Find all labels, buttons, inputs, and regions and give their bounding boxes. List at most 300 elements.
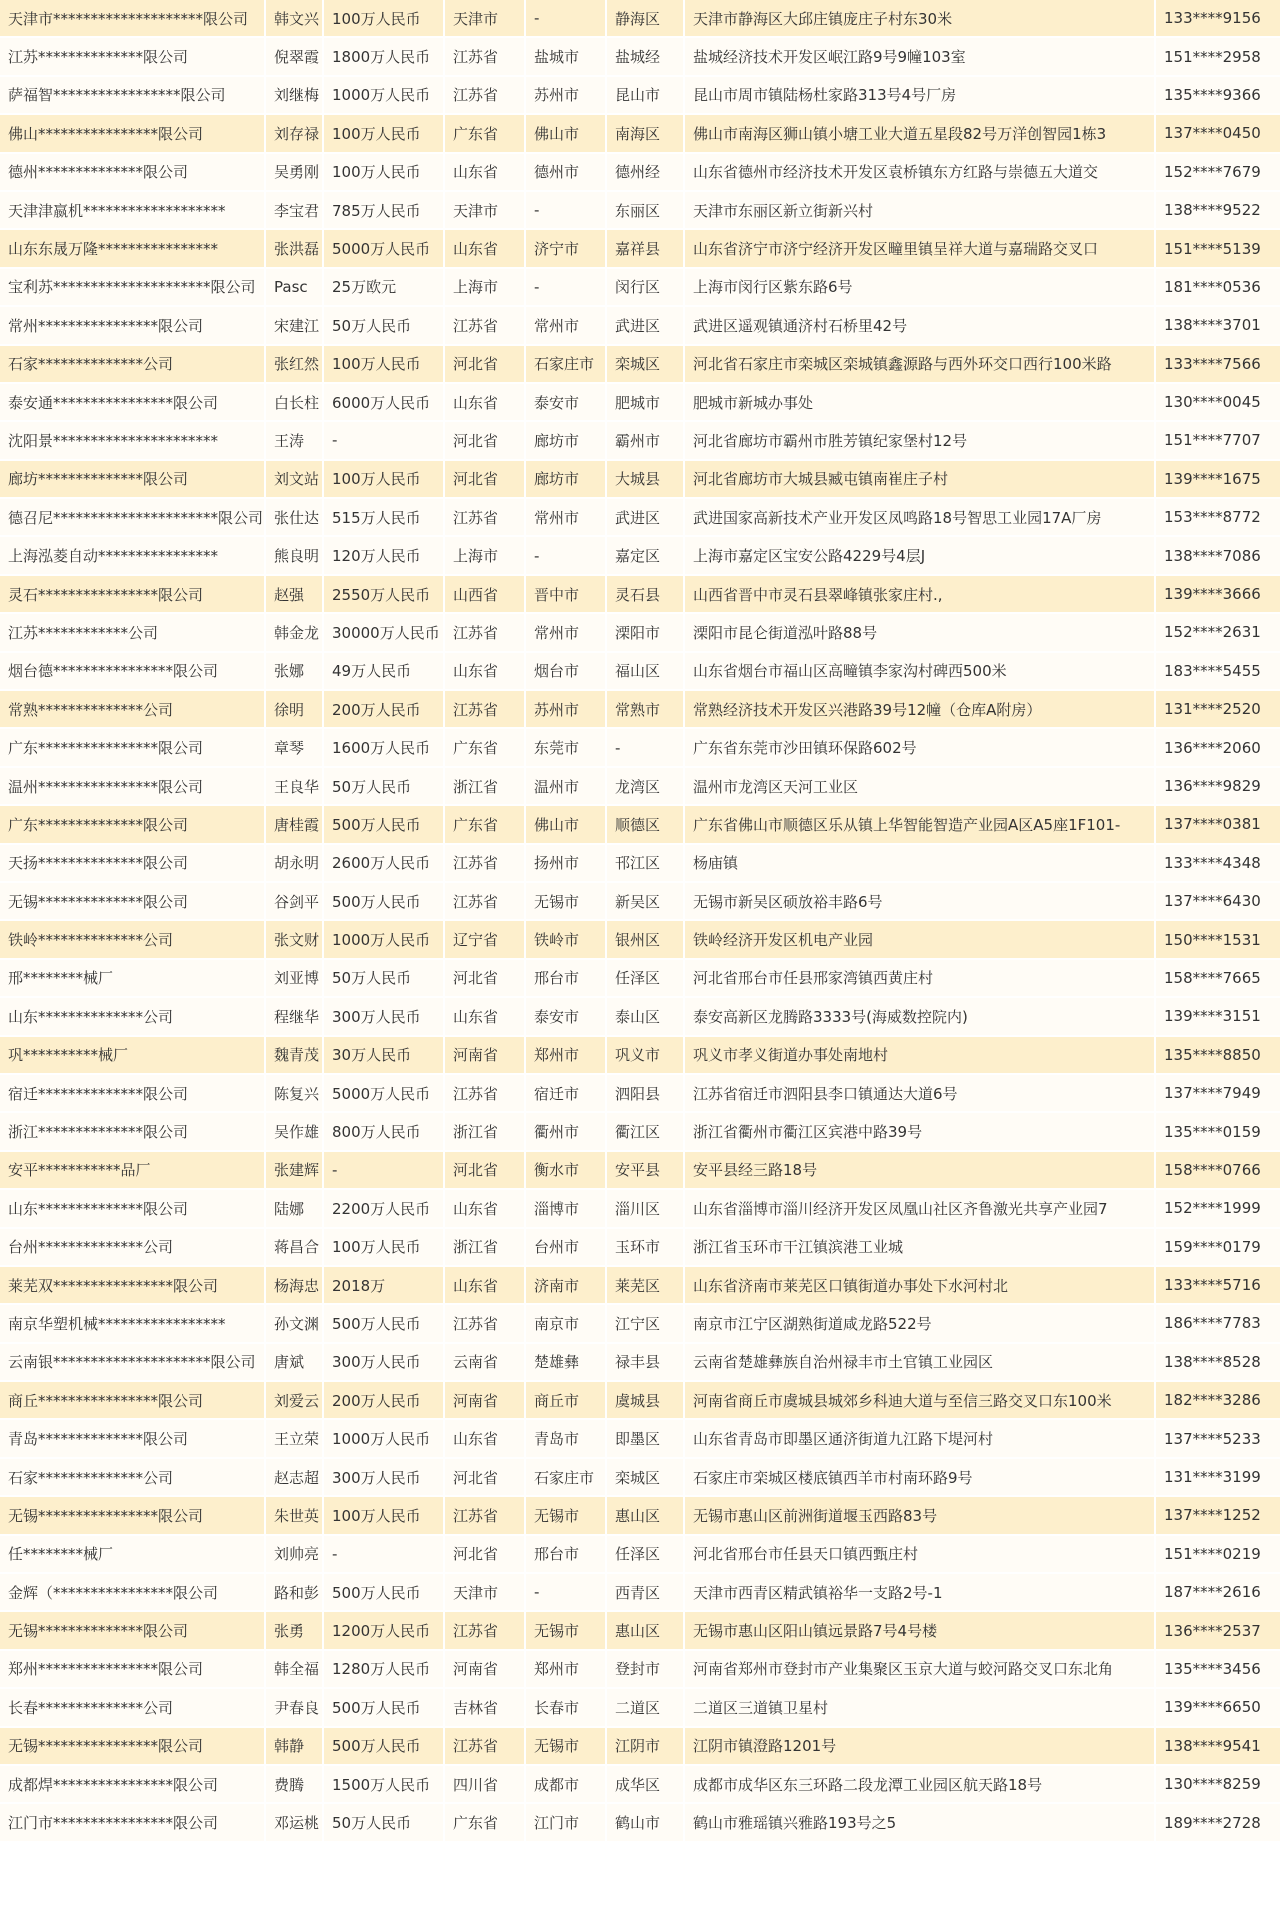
registered-capital-cell: 50万人民币 [324, 1804, 445, 1842]
table-row [0, 230, 1280, 268]
address-cell: 成都市成华区东三环路二段龙潭工业园区航天路18号 [685, 1766, 1156, 1804]
legal-representative-cell: 费腾 [266, 1766, 324, 1804]
registered-capital-cell: 50万人民币 [324, 960, 445, 998]
province-cell: 江苏省 [445, 845, 526, 883]
district-cell: 二道区 [607, 1689, 685, 1727]
province-cell: 山东省 [445, 1190, 526, 1228]
district-cell: 嘉祥县 [607, 230, 685, 268]
district-cell: 常熟市 [607, 691, 685, 729]
province-cell: 江苏省 [445, 307, 526, 345]
legal-representative-cell: 程继华 [266, 998, 324, 1036]
district-cell: 江阴市 [607, 1728, 685, 1766]
city-cell: 扬州市 [526, 845, 607, 883]
address-cell: 二道区三道镇卫星村 [685, 1689, 1156, 1727]
district-cell: 新吴区 [607, 883, 685, 921]
company-name-cell: 温州****************限公司 [0, 768, 266, 806]
registered-capital-cell: 49万人民币 [324, 653, 445, 691]
address-cell: 盐城经济技术开发区岷江路9号9幢103室 [685, 38, 1156, 76]
address-cell: 山东省烟台市福山区高疃镇李家沟村碑西500米 [685, 653, 1156, 691]
address-cell: 江阴市镇澄路1201号 [685, 1728, 1156, 1766]
table-row [0, 1344, 1280, 1382]
legal-representative-cell: 张娜 [266, 653, 324, 691]
legal-representative-cell: 熊良明 [266, 537, 324, 575]
phone-cell: 182****3286 [1156, 1382, 1280, 1420]
registered-capital-cell: 100万人民币 [324, 115, 445, 153]
registered-capital-cell: 800万人民币 [324, 1113, 445, 1151]
city-cell: 衡水市 [526, 1152, 607, 1190]
company-name-cell: 铁岭**************公司 [0, 921, 266, 959]
city-cell: - [526, 269, 607, 307]
company-name-cell: 山东**************限公司 [0, 1190, 266, 1228]
district-cell: 成华区 [607, 1766, 685, 1804]
registered-capital-cell: 200万人民币 [324, 691, 445, 729]
legal-representative-cell: 刘文站 [266, 461, 324, 499]
province-cell: 广东省 [445, 115, 526, 153]
address-cell: 无锡市新吴区硕放裕丰路6号 [685, 883, 1156, 921]
address-cell: 山东省淄博市淄川经济开发区凤凰山社区齐鲁激光共享产业园7 [685, 1190, 1156, 1228]
legal-representative-cell: 陈复兴 [266, 1075, 324, 1113]
district-cell: 灵石县 [607, 576, 685, 614]
company-name-cell: 南京华塑机械***************** [0, 1305, 266, 1343]
table-row [0, 1574, 1280, 1612]
city-cell: 济南市 [526, 1267, 607, 1305]
phone-cell: 151****0219 [1156, 1536, 1280, 1574]
phone-cell: 131****2520 [1156, 691, 1280, 729]
district-cell: 泗阳县 [607, 1075, 685, 1113]
company-name-cell: 上海泓菱自动**************** [0, 537, 266, 575]
province-cell: 山东省 [445, 1267, 526, 1305]
table-row [0, 38, 1280, 76]
phone-cell: 130****0045 [1156, 384, 1280, 422]
district-cell: 西青区 [607, 1574, 685, 1612]
address-cell: 河北省邢台市任县邢家湾镇西黄庄村 [685, 960, 1156, 998]
city-cell: 青岛市 [526, 1420, 607, 1458]
company-name-cell: 烟台德****************限公司 [0, 653, 266, 691]
phone-cell: 138****9541 [1156, 1728, 1280, 1766]
registered-capital-cell: 100万人民币 [324, 1497, 445, 1535]
city-cell: 常州市 [526, 614, 607, 652]
legal-representative-cell: 刘帅亮 [266, 1536, 324, 1574]
province-cell: 河北省 [445, 346, 526, 384]
city-cell: 廊坊市 [526, 461, 607, 499]
legal-representative-cell: 刘存禄 [266, 115, 324, 153]
city-cell: 长春市 [526, 1689, 607, 1727]
table-row [0, 1152, 1280, 1190]
table-row [0, 768, 1280, 806]
phone-cell: 137****1252 [1156, 1497, 1280, 1535]
city-cell: 廊坊市 [526, 422, 607, 460]
registered-capital-cell: - [324, 422, 445, 460]
phone-cell: 152****7679 [1156, 154, 1280, 192]
address-cell: 南京市江宁区湖熟街道咸龙路522号 [685, 1305, 1156, 1343]
address-cell: 肥城市新城办事处 [685, 384, 1156, 422]
district-cell: 衢江区 [607, 1113, 685, 1151]
registered-capital-cell: 1000万人民币 [324, 921, 445, 959]
address-cell: 上海市嘉定区宝安公路4229号4层J [685, 537, 1156, 575]
company-name-cell: 佛山****************限公司 [0, 115, 266, 153]
legal-representative-cell: 韩文兴 [266, 0, 324, 38]
registered-capital-cell: 2600万人民币 [324, 845, 445, 883]
table-row [0, 729, 1280, 767]
phone-cell: 136****2060 [1156, 729, 1280, 767]
address-cell: 上海市闵行区紫东路6号 [685, 269, 1156, 307]
address-cell: 溧阳市昆仑街道泓叶路88号 [685, 614, 1156, 652]
district-cell: 霸州市 [607, 422, 685, 460]
district-cell: 鹤山市 [607, 1804, 685, 1842]
province-cell: 河北省 [445, 461, 526, 499]
registered-capital-cell: 50万人民币 [324, 768, 445, 806]
district-cell: 龙湾区 [607, 768, 685, 806]
legal-representative-cell: 张红然 [266, 346, 324, 384]
company-name-cell: 宿迁**************限公司 [0, 1075, 266, 1113]
company-name-cell: 山东**************公司 [0, 998, 266, 1036]
table-row [0, 1689, 1280, 1727]
province-cell: 江苏省 [445, 883, 526, 921]
table-row [0, 691, 1280, 729]
city-cell: 南京市 [526, 1305, 607, 1343]
province-cell: 河北省 [445, 422, 526, 460]
province-cell: 江苏省 [445, 691, 526, 729]
legal-representative-cell: 刘继梅 [266, 77, 324, 115]
company-name-cell: 天津市********************限公司 [0, 0, 266, 38]
legal-representative-cell: 路和彭 [266, 1574, 324, 1612]
city-cell: 晋中市 [526, 576, 607, 614]
company-name-cell: 沈阳景********************** [0, 422, 266, 460]
phone-cell: 137****5233 [1156, 1420, 1280, 1458]
company-name-cell: 江门市****************限公司 [0, 1804, 266, 1842]
registered-capital-cell: 300万人民币 [324, 1459, 445, 1497]
province-cell: 河北省 [445, 960, 526, 998]
phone-cell: 151****7707 [1156, 422, 1280, 460]
registered-capital-cell: 30万人民币 [324, 1037, 445, 1075]
district-cell: 南海区 [607, 115, 685, 153]
registered-capital-cell: 2200万人民币 [324, 1190, 445, 1228]
province-cell: 山东省 [445, 653, 526, 691]
table-row [0, 1382, 1280, 1420]
phone-cell: 137****6430 [1156, 883, 1280, 921]
registered-capital-cell: 200万人民币 [324, 1382, 445, 1420]
city-cell: - [526, 192, 607, 230]
registered-capital-cell: 500万人民币 [324, 1728, 445, 1766]
company-name-cell: 浙江**************限公司 [0, 1113, 266, 1151]
address-cell: 河北省廊坊市霸州市胜芳镇纪家堡村12号 [685, 422, 1156, 460]
table-row [0, 883, 1280, 921]
address-cell: 无锡市惠山区阳山镇远景路7号4号楼 [685, 1612, 1156, 1650]
city-cell: 无锡市 [526, 883, 607, 921]
table-row [0, 1536, 1280, 1574]
district-cell: 闵行区 [607, 269, 685, 307]
company-name-cell: 灵石****************限公司 [0, 576, 266, 614]
address-cell: 武进国家高新技术产业开发区凤鸣路18号智思工业园17A厂房 [685, 499, 1156, 537]
legal-representative-cell: 魏青茂 [266, 1037, 324, 1075]
table-row [0, 960, 1280, 998]
legal-representative-cell: 王立荣 [266, 1420, 324, 1458]
address-cell: 云南省楚雄彝族自治州禄丰市土官镇工业园区 [685, 1344, 1156, 1382]
legal-representative-cell: 尹春良 [266, 1689, 324, 1727]
registered-capital-cell: 1500万人民币 [324, 1766, 445, 1804]
company-name-cell: 广东****************限公司 [0, 729, 266, 767]
city-cell: 铁岭市 [526, 921, 607, 959]
legal-representative-cell: 吴勇刚 [266, 154, 324, 192]
address-cell: 河北省邢台市任县天口镇西甄庄村 [685, 1536, 1156, 1574]
phone-cell: 158****7665 [1156, 960, 1280, 998]
city-cell: 德州市 [526, 154, 607, 192]
district-cell: 玉环市 [607, 1229, 685, 1267]
legal-representative-cell: 韩静 [266, 1728, 324, 1766]
table-row [0, 307, 1280, 345]
table-row [0, 384, 1280, 422]
company-name-cell: 无锡****************限公司 [0, 1728, 266, 1766]
district-cell: 邗江区 [607, 845, 685, 883]
province-cell: 浙江省 [445, 1229, 526, 1267]
company-name-cell: 莱芜双****************限公司 [0, 1267, 266, 1305]
table-row [0, 1728, 1280, 1766]
district-cell: 禄丰县 [607, 1344, 685, 1382]
province-cell: 天津市 [445, 0, 526, 38]
legal-representative-cell: 陆娜 [266, 1190, 324, 1228]
registered-capital-cell: 5000万人民币 [324, 230, 445, 268]
legal-representative-cell: 唐斌 [266, 1344, 324, 1382]
table-row [0, 1190, 1280, 1228]
district-cell: 泰山区 [607, 998, 685, 1036]
district-cell: 银州区 [607, 921, 685, 959]
registered-capital-cell: 300万人民币 [324, 998, 445, 1036]
address-cell: 浙江省衢州市衢江区宾港中路39号 [685, 1113, 1156, 1151]
legal-representative-cell: 倪翠霞 [266, 38, 324, 76]
address-cell: 江苏省宿迁市泗阳县李口镇通达大道6号 [685, 1075, 1156, 1113]
address-cell: 广东省佛山市顺德区乐从镇上华智能智造产业园A区A5座1F101- [685, 806, 1156, 844]
province-cell: 浙江省 [445, 768, 526, 806]
address-cell: 天津市静海区大邱庄镇庞庄子村东30米 [685, 0, 1156, 38]
district-cell: 溧阳市 [607, 614, 685, 652]
table-row [0, 115, 1280, 153]
phone-cell: 139****1675 [1156, 461, 1280, 499]
phone-cell: 152****2631 [1156, 614, 1280, 652]
address-cell: 河南省商丘市虞城县城郊乡科迪大道与至信三路交叉口东100米 [685, 1382, 1156, 1420]
city-cell: 常州市 [526, 307, 607, 345]
registered-capital-cell: 500万人民币 [324, 883, 445, 921]
phone-cell: 152****1999 [1156, 1190, 1280, 1228]
address-cell: 浙江省玉环市干江镇滨港工业城 [685, 1229, 1156, 1267]
table-row [0, 499, 1280, 537]
address-cell: 温州市龙湾区天河工业区 [685, 768, 1156, 806]
district-cell: 肥城市 [607, 384, 685, 422]
province-cell: 河北省 [445, 1459, 526, 1497]
legal-representative-cell: 杨海忠 [266, 1267, 324, 1305]
phone-cell: 133****4348 [1156, 845, 1280, 883]
province-cell: 山西省 [445, 576, 526, 614]
phone-cell: 153****8772 [1156, 499, 1280, 537]
district-cell: 虞城县 [607, 1382, 685, 1420]
company-name-cell: 青岛**************限公司 [0, 1420, 266, 1458]
phone-cell: 151****2958 [1156, 38, 1280, 76]
address-cell: 山东省青岛市即墨区通济街道九江路下堤河村 [685, 1420, 1156, 1458]
table-row [0, 614, 1280, 652]
province-cell: 江苏省 [445, 1728, 526, 1766]
province-cell: 山东省 [445, 230, 526, 268]
address-cell: 天津市东丽区新立街新兴村 [685, 192, 1156, 230]
province-cell: 江苏省 [445, 38, 526, 76]
province-cell: 天津市 [445, 1574, 526, 1612]
company-name-cell: 任********械厂 [0, 1536, 266, 1574]
registered-capital-cell: 1200万人民币 [324, 1612, 445, 1650]
address-cell: 昆山市周市镇陆杨杜家路313号4号厂房 [685, 77, 1156, 115]
district-cell: 惠山区 [607, 1612, 685, 1650]
district-cell: 顺德区 [607, 806, 685, 844]
city-cell: 郑州市 [526, 1651, 607, 1689]
address-cell: 山东省济宁市济宁经济开发区疃里镇呈祥大道与嘉瑞路交叉口 [685, 230, 1156, 268]
company-name-cell: 江苏************公司 [0, 614, 266, 652]
province-cell: 广东省 [445, 729, 526, 767]
legal-representative-cell: 胡永明 [266, 845, 324, 883]
address-cell: 安平县经三路18号 [685, 1152, 1156, 1190]
city-cell: 宿迁市 [526, 1075, 607, 1113]
company-name-cell: 山东东晟万隆**************** [0, 230, 266, 268]
company-name-cell: 石家**************公司 [0, 1459, 266, 1497]
province-cell: 山东省 [445, 384, 526, 422]
phone-cell: 181****0536 [1156, 269, 1280, 307]
table-row [0, 77, 1280, 115]
table-row [0, 0, 1280, 38]
legal-representative-cell: 张文财 [266, 921, 324, 959]
phone-cell: 130****8259 [1156, 1766, 1280, 1804]
legal-representative-cell: 章琴 [266, 729, 324, 767]
province-cell: 云南省 [445, 1344, 526, 1382]
district-cell: 即墨区 [607, 1420, 685, 1458]
city-cell: 淄博市 [526, 1190, 607, 1228]
company-name-cell: 邢********械厂 [0, 960, 266, 998]
province-cell: 广东省 [445, 806, 526, 844]
address-cell: 鹤山市雅瑶镇兴雅路193号之5 [685, 1804, 1156, 1842]
table-row [0, 192, 1280, 230]
legal-representative-cell: Pasc [266, 269, 324, 307]
legal-representative-cell: 吴作雄 [266, 1113, 324, 1151]
city-cell: 台州市 [526, 1229, 607, 1267]
province-cell: 河北省 [445, 1536, 526, 1574]
legal-representative-cell: 徐明 [266, 691, 324, 729]
company-name-cell: 廊坊**************限公司 [0, 461, 266, 499]
table-row [0, 1459, 1280, 1497]
registered-capital-cell: 100万人民币 [324, 346, 445, 384]
district-cell: 江宁区 [607, 1305, 685, 1343]
legal-representative-cell: 孙文渊 [266, 1305, 324, 1343]
company-name-cell: 无锡****************限公司 [0, 1497, 266, 1535]
table-row [0, 269, 1280, 307]
district-cell: 任泽区 [607, 960, 685, 998]
registered-capital-cell: 100万人民币 [324, 461, 445, 499]
province-cell: 江苏省 [445, 614, 526, 652]
company-name-cell: 安平***********品厂 [0, 1152, 266, 1190]
phone-cell: 137****7949 [1156, 1075, 1280, 1113]
legal-representative-cell: 赵志超 [266, 1459, 324, 1497]
registered-capital-cell: 1280万人民币 [324, 1651, 445, 1689]
district-cell: 大城县 [607, 461, 685, 499]
phone-cell: 159****0179 [1156, 1229, 1280, 1267]
province-cell: 江苏省 [445, 1075, 526, 1113]
legal-representative-cell: 朱世英 [266, 1497, 324, 1535]
district-cell: 任泽区 [607, 1536, 685, 1574]
phone-cell: 187****2616 [1156, 1574, 1280, 1612]
district-cell: 盐城经 [607, 38, 685, 76]
district-cell: 嘉定区 [607, 537, 685, 575]
legal-representative-cell: 王涛 [266, 422, 324, 460]
registered-capital-cell: 500万人民币 [324, 1689, 445, 1727]
registered-capital-cell: 300万人民币 [324, 1344, 445, 1382]
address-cell: 山东省济南市莱芜区口镇街道办事处下水河村北 [685, 1267, 1156, 1305]
district-cell: 栾城区 [607, 1459, 685, 1497]
company-name-cell: 无锡**************限公司 [0, 1612, 266, 1650]
registered-capital-cell: 515万人民币 [324, 499, 445, 537]
table-row [0, 1113, 1280, 1151]
table-row [0, 806, 1280, 844]
company-name-cell: 泰安通****************限公司 [0, 384, 266, 422]
city-cell: 泰安市 [526, 998, 607, 1036]
district-cell: 东丽区 [607, 192, 685, 230]
province-cell: 江苏省 [445, 499, 526, 537]
district-cell: 武进区 [607, 307, 685, 345]
province-cell: 辽宁省 [445, 921, 526, 959]
table-row [0, 921, 1280, 959]
district-cell: 巩义市 [607, 1037, 685, 1075]
phone-cell: 189****2728 [1156, 1804, 1280, 1842]
table-row [0, 346, 1280, 384]
company-name-cell: 德州**************限公司 [0, 154, 266, 192]
city-cell: 衢州市 [526, 1113, 607, 1151]
province-cell: 四川省 [445, 1766, 526, 1804]
phone-cell: 135****0159 [1156, 1113, 1280, 1151]
registered-capital-cell: 120万人民币 [324, 537, 445, 575]
registered-capital-cell: 5000万人民币 [324, 1075, 445, 1113]
legal-representative-cell: 张勇 [266, 1612, 324, 1650]
city-cell: 无锡市 [526, 1497, 607, 1535]
district-cell: 昆山市 [607, 77, 685, 115]
company-name-cell: 商丘****************限公司 [0, 1382, 266, 1420]
district-cell: 德州经 [607, 154, 685, 192]
company-name-cell: 无锡**************限公司 [0, 883, 266, 921]
city-cell: 邢台市 [526, 1536, 607, 1574]
company-name-cell: 广东**************限公司 [0, 806, 266, 844]
phone-cell: 138****9522 [1156, 192, 1280, 230]
registered-capital-cell: - [324, 1152, 445, 1190]
phone-cell: 137****0381 [1156, 806, 1280, 844]
address-cell: 广东省东莞市沙田镇环保路602号 [685, 729, 1156, 767]
province-cell: 广东省 [445, 1804, 526, 1842]
company-name-cell: 天扬**************限公司 [0, 845, 266, 883]
phone-cell: 183****5455 [1156, 653, 1280, 691]
company-name-cell: 常州****************限公司 [0, 307, 266, 345]
province-cell: 河南省 [445, 1651, 526, 1689]
registered-capital-cell: 100万人民币 [324, 1229, 445, 1267]
district-cell: 静海区 [607, 0, 685, 38]
city-cell: 佛山市 [526, 806, 607, 844]
registered-capital-cell: 1600万人民币 [324, 729, 445, 767]
province-cell: 上海市 [445, 269, 526, 307]
company-name-cell: 石家**************公司 [0, 346, 266, 384]
company-name-cell: 长春**************公司 [0, 1689, 266, 1727]
phone-cell: 150****1531 [1156, 921, 1280, 959]
registered-capital-cell: 1800万人民币 [324, 38, 445, 76]
company-name-cell: 萨福智*****************限公司 [0, 77, 266, 115]
table-row [0, 461, 1280, 499]
legal-representative-cell: 李宝君 [266, 192, 324, 230]
province-cell: 江苏省 [445, 1612, 526, 1650]
legal-representative-cell: 赵强 [266, 576, 324, 614]
registered-capital-cell: 6000万人民币 [324, 384, 445, 422]
province-cell: 江苏省 [445, 1497, 526, 1535]
table-row [0, 576, 1280, 614]
legal-representative-cell: 邓运桃 [266, 1804, 324, 1842]
company-name-cell: 金辉（****************限公司 [0, 1574, 266, 1612]
